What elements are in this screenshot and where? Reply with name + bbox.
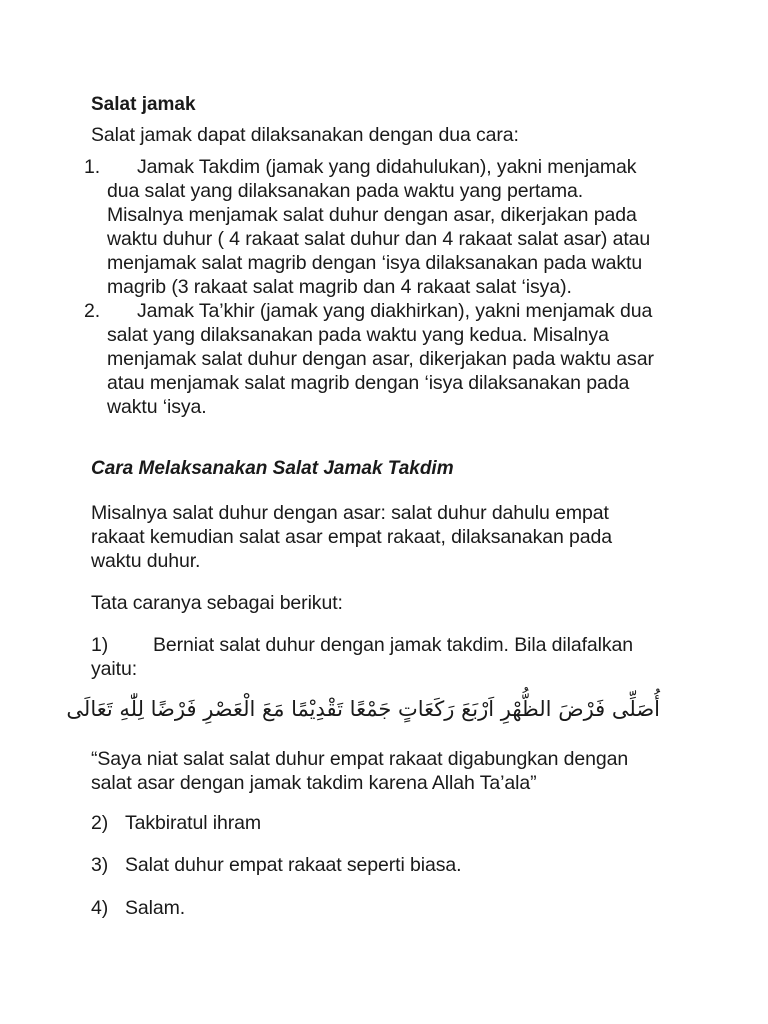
list-item-line: waktu ‘isya. <box>107 396 207 418</box>
step-number: 1) <box>91 634 109 656</box>
step-text: Berniat salat duhur dengan jamak takdim. Bila dilafalkan <box>153 634 634 656</box>
quote-line: “Saya niat salat salat duhur empat rakaat digabungkan dengan <box>91 748 629 770</box>
numbered-list <box>0 155 768 419</box>
arabic-intention-text: أُصَلِّى فَرْضَ الظُّهْرِ اَرْبَعَ رَكَعَاتٍ جَمْعًا تَقْدِيْمًا مَعَ الْعَصْرِ فَرْضًا لِلّٰهِ تَعَالَى <box>66 697 660 721</box>
section-title: Salat jamak <box>91 94 196 115</box>
step-text: Salat duhur empat rakaat seperti biasa. <box>125 854 462 876</box>
list-item-first-line: Jamak Takdim (jamak yang didahulukan), yakni menjamak <box>137 156 637 178</box>
list-item-number: 2. <box>84 300 101 322</box>
step-text: Salam. <box>125 897 186 919</box>
paragraph-example <box>91 501 671 573</box>
list-item-line: waktu duhur ( 4 rakaat salat duhur dan 4 rakaat salat asar) atau <box>107 228 651 250</box>
translation-quote <box>91 747 681 795</box>
list-item-line: salat yang dilaksanakan pada waktu yang kedua. Misalnya <box>107 324 609 346</box>
paragraph-procedure-intro: Tata caranya sebagai berikut: <box>91 592 343 614</box>
step-number: 3) <box>91 854 109 876</box>
list-item-1 <box>0 155 687 299</box>
step-number: 2) <box>91 812 109 834</box>
step-1 <box>91 633 671 681</box>
list-item-first-line: Jamak Ta’khir (jamak yang diakhirkan), yakni menjamak dua <box>137 300 653 322</box>
list-item-2 <box>0 299 687 419</box>
paragraph-line: rakaat kemudian salat asar empat rakaat, dilaksanakan pada <box>91 526 613 548</box>
quote-line: salat asar dengan jamak takdim karena Allah Ta’ala” <box>91 772 537 794</box>
subsection-title: Cara Melaksanakan Salat Jamak Takdim <box>91 458 454 479</box>
paragraph-line: Misalnya salat duhur dengan asar: salat duhur dahulu empat <box>91 502 609 524</box>
step-text: Takbiratul ihram <box>125 812 262 834</box>
list-item-line: dua salat yang dilaksanakan pada waktu yang pertama. <box>107 180 584 202</box>
list-item-line: Misalnya menjamak salat duhur dengan asar, dikerjakan pada <box>107 204 637 226</box>
list-item-line: magrib (3 rakaat salat magrib dan 4 rakaat salat ‘isya). <box>107 276 572 298</box>
paragraph-line: waktu duhur. <box>91 550 201 572</box>
step-2 <box>91 811 261 835</box>
step-4 <box>91 896 185 920</box>
intro-text: Salat jamak dapat dilaksanakan dengan dua cara: <box>91 124 519 146</box>
step-text-continued: yaitu: <box>91 658 138 680</box>
list-item-line: atau menjamak salat magrib dengan ‘isya dilaksanakan pada <box>107 372 630 394</box>
list-item-line: menjamak salat magrib dengan ‘isya dilaksanakan pada waktu <box>107 252 643 274</box>
step-3 <box>91 853 461 877</box>
step-number: 4) <box>91 897 109 919</box>
list-item-number: 1. <box>84 156 101 178</box>
list-item-line: menjamak salat duhur dengan asar, dikerjakan pada waktu asar <box>107 348 654 370</box>
